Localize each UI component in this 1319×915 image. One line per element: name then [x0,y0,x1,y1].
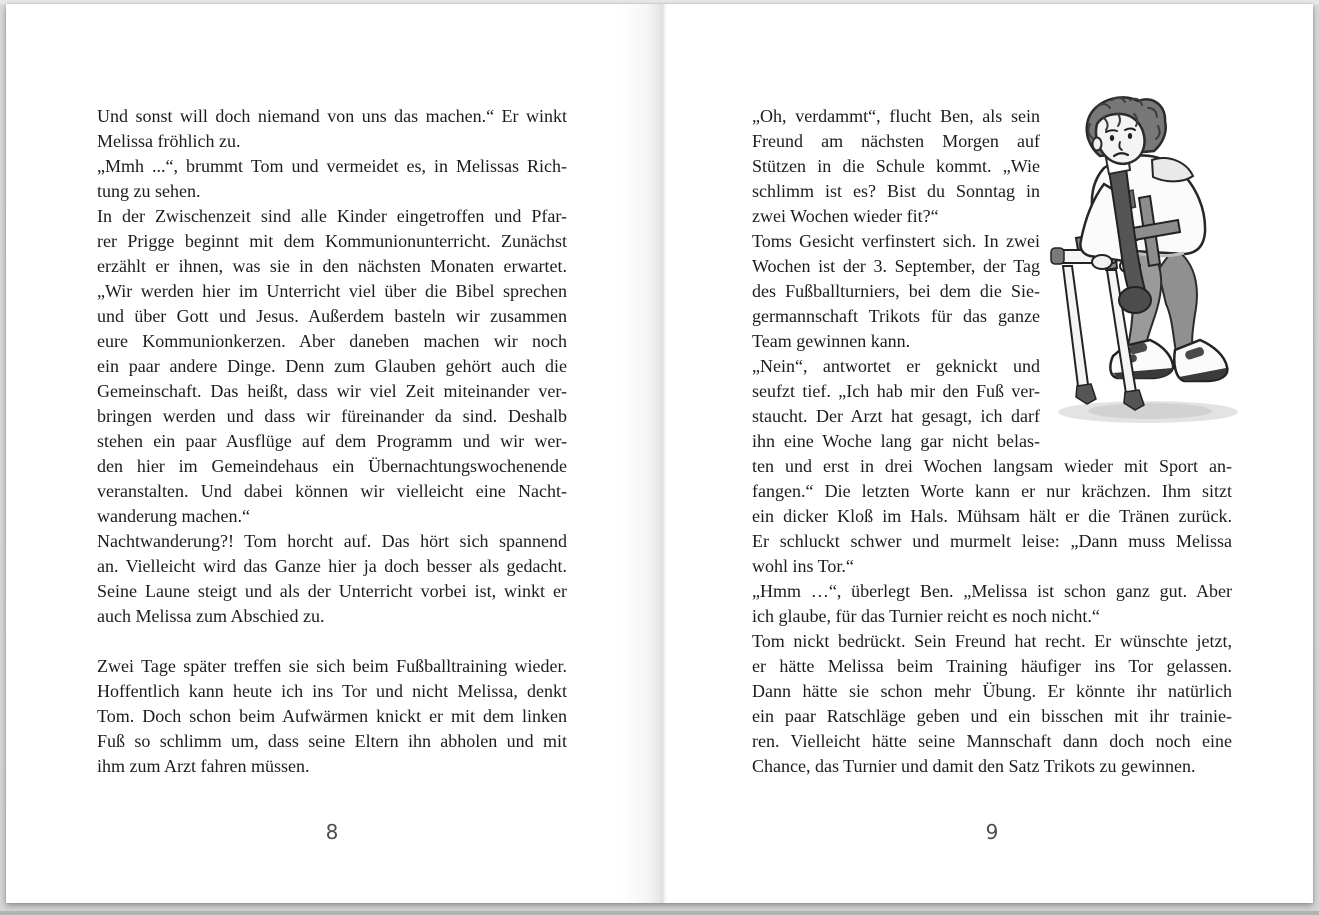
text-line: Zwei Tage später treffen sie sich beim Fußballtraining wieder. [97,656,567,676]
text-line: und über Gott und Jesus. Außerdem basteln wir zusammen [97,306,567,326]
text-line: Toms Gesicht verfinstert sich. In zwei [752,231,1040,251]
text-line: „Hmm …“, überlegt Ben. „Melissa ist schon ganz gut. Aber [752,581,1232,601]
text-line: ein dicker Kloß im Hals. Mühsam hält er die Tränen zurück. [752,506,1232,526]
text-line: Tom nickt bedrückt. Sein Freund hat recht. Er wünschte jetzt, [752,631,1232,651]
text-line: Wochen ist der 3. September, der Tag [752,256,1040,276]
text-line: wanderung machen.“ [97,506,250,526]
text-line: Und sonst will doch niemand von uns das machen.“ Er winkt [97,106,567,126]
boy-on-crutches-drawing [1046,90,1240,428]
text-line: veranstalten. Und dabei können wir vielleicht eine Nacht- [97,481,567,501]
text-line: schlimm ist es? Bist du Sonntag in [752,181,1040,201]
text-line: Er schluckt schwer und murmelt leise: „Dann muss Melissa [752,531,1232,551]
text-line: germannschaft Trikots für das ganze [752,306,1040,326]
text-line: Melissa fröhlich zu. [97,131,241,151]
text-line: Fuß so schlimm um, dass seine Eltern ihn abholen und mit [97,731,567,751]
text-line: an. Vielleicht wird das Ganze hier ja doch besser als gedacht. [97,556,567,576]
text-line: Stützen in die Schule kommt. „Wie [752,156,1040,176]
text-line: des Fußballturniers, bei dem die Sie- [752,281,1040,301]
text-line: Gemeinschaft. Das heißt, dass wir viel Zeit miteinander ver- [97,381,567,401]
text-line: Chance, das Turnier und damit den Satz Trikots zu gewinnen. [752,756,1196,776]
text-line: Nachtwanderung?! Tom horcht auf. Das hört sich spannend [97,531,567,551]
left-page-number: 8 [325,820,339,844]
text-line: tung zu sehen. [97,181,201,201]
text-line: ihn eine Woche lang gar nicht belas- [752,431,1040,451]
text-line: erzählt er ihnen, was sie in den nächsten Monaten erwartet. [97,256,567,276]
text-line: Hoffentlich kann heute ich ins Tor und nicht Melissa, denkt [97,681,567,701]
text-line: den hier im Gemeindehaus ein Übernachtungswochenende [97,456,567,476]
text-line: bringen werden und dass wir füreinander da sind. Deshalb [97,406,567,426]
text-line: fangen.“ Die letzten Worte kann er nur krächzen. Ihm sitzt [752,481,1232,501]
page-gutter-shadow [618,4,668,903]
text-line: Seine Laune steigt und als der Unterricht vorbei ist, winkt er [97,581,567,601]
text-line: Team gewinnen kann. [752,331,911,351]
text-line: ihm zum Arzt fahren müssen. [97,756,310,776]
book-spread [6,4,1313,903]
text-line: Tom. Doch schon beim Aufwärmen knickt er mit dem linken [97,706,567,726]
text-line: eure Kommunionkerzen. Aber daneben machen wir noch [97,331,567,351]
text-line: auch Melissa zum Abschied zu. [97,606,325,626]
text-line: er hätte Melissa beim Training häufiger ins Tor gelassen. [752,656,1232,676]
text-line: ten und erst in drei Wochen langsam wieder mit Sport an- [752,456,1232,476]
text-line: rer Prigge beginnt mit dem Kommunionunterricht. Zunächst [97,231,567,251]
text-line: staucht. Der Arzt hat gesagt, ich darf [752,406,1040,426]
text-line: „Nein“, antwortet er geknickt und [752,356,1040,376]
text-line: In der Zwischenzeit sind alle Kinder eingetroffen und Pfar- [97,206,567,226]
text-line: „Oh, verdammt“, flucht Ben, als sein [752,106,1040,126]
text-line: zwei Wochen wieder fit?“ [752,206,939,226]
text-line: stehen ein paar Ausflüge auf dem Programm und wir wer- [97,431,567,451]
text-line: „Mmh ...“, brummt Tom und vermeidet es, in Melissas Rich- [97,156,567,176]
text-line: ich glaube, für das Turnier reicht es noch nicht.“ [752,606,1100,626]
blank-line [97,629,567,654]
text-line: wohl ins Tor.“ [752,556,854,576]
text-line: ein paar Ratschläge geben und ein bisschen mit ihr trainie- [752,706,1232,726]
text-line: Dann hätte sie schon mehr Übung. Er könnte ihr natürlich [752,681,1232,701]
illustration-boy-on-crutches [1046,90,1240,428]
text-line: „Wir werden hier im Unterricht viel über die Bibel sprechen [97,281,567,301]
right-page-number: 9 [985,820,999,844]
text-line: seufzt tief. „Ich hab mir den Fuß ver- [752,381,1040,401]
text-line: Freund am nächsten Morgen auf [752,131,1040,151]
text-line: ren. Vielleicht hätte seine Mannschaft dann doch noch eine [752,731,1232,751]
text-line: ein paar andere Dinge. Denn zum Glauben gehört auch die [97,356,567,376]
left-page-text [97,104,567,779]
